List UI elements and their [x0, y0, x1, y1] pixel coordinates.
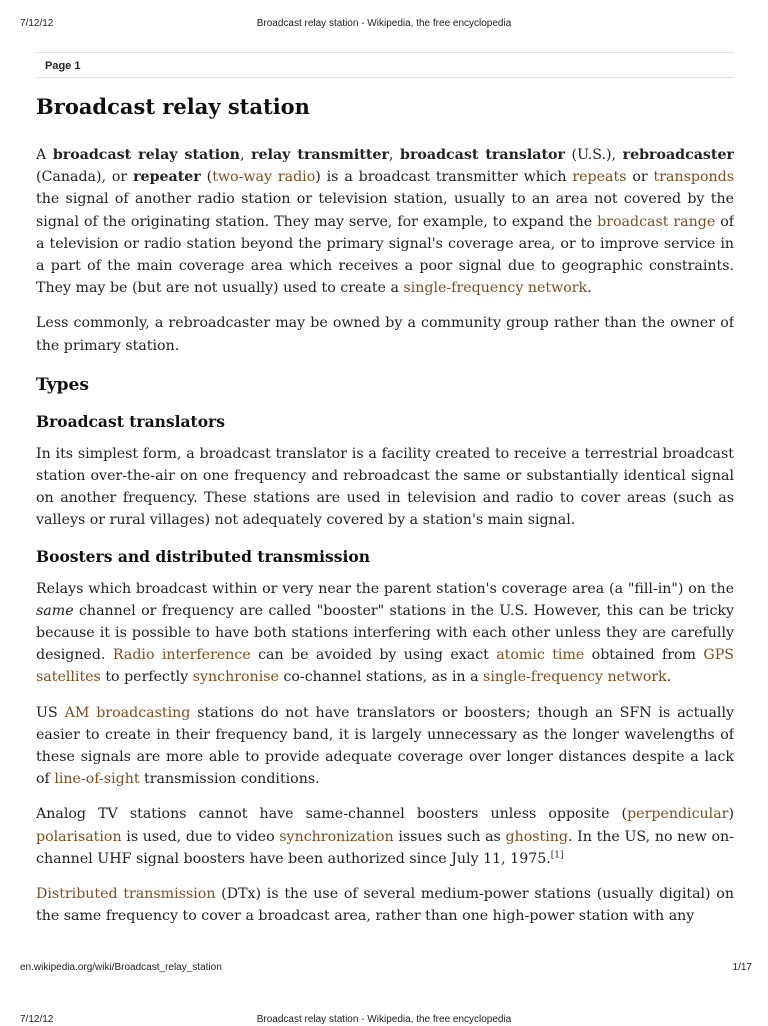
intro-paragraph	[36, 144, 734, 299]
link-ghosting[interactable]: ghosting	[505, 828, 568, 845]
text: or	[626, 169, 654, 186]
section-heading-types: Types	[36, 374, 89, 395]
bold-term: broadcast translator	[400, 147, 565, 163]
bold-term: relay transmitter	[251, 147, 389, 163]
text: ,	[388, 147, 401, 163]
link-polarisation[interactable]: polarisation	[36, 828, 122, 845]
link-distributed-transmission[interactable]: Distributed transmission	[36, 886, 216, 903]
text: )	[728, 806, 734, 823]
text: ) is a broadcast transmitter which	[315, 169, 573, 186]
print-title: Broadcast relay station - Wikipedia, the free encyclopedia	[256, 18, 512, 29]
text: stations do not have translators or boosters; though an SFN is actually easier to create in their frequency band, it is largely unnecessary as the longer wavelengths of these signals are more able to provide adequate coverage over longer distances despite a lack of	[36, 704, 734, 788]
paragraph-analog	[36, 803, 734, 870]
page-count: 1/17	[732, 962, 752, 973]
bold-term: rebroadcaster	[622, 147, 734, 163]
link-atomic-time[interactable]: atomic time	[496, 647, 585, 664]
link-radio-interference[interactable]: Radio interference	[112, 647, 251, 664]
text: A	[36, 147, 53, 163]
link-am-broadcasting[interactable]: AM broadcasting	[64, 704, 191, 721]
link-synchronise[interactable]: synchronise	[192, 669, 279, 686]
reference-1[interactable]: [1]	[550, 850, 564, 861]
text: can be avoided by using exact	[250, 647, 497, 664]
text: (	[200, 169, 213, 186]
text: ,	[239, 147, 252, 163]
paragraph-community: Less commonly, a rebroadcaster may be owned by a community group rather than the owner of the primary station.	[36, 315, 734, 354]
print-header-next	[0, 1014, 768, 1026]
article-title: Broadcast relay station	[36, 94, 310, 119]
text: .	[666, 669, 672, 686]
paragraph-dtx	[36, 883, 734, 927]
text: transmission conditions.	[139, 771, 320, 788]
link-synchronization[interactable]: synchronization	[279, 828, 394, 845]
bold-term: repeater	[133, 169, 201, 186]
print-date: 7/12/12	[20, 1014, 54, 1025]
link-perpendicular[interactable]: perpendicular	[627, 806, 729, 823]
page-label: Page 1	[36, 52, 734, 78]
page-url: en.wikipedia.org/wiki/Broadcast_relay_station	[20, 962, 222, 973]
italic-text: same	[36, 602, 74, 619]
text: Analog TV stations cannot have same-channel boosters unless opposite (	[36, 806, 628, 823]
text: of a television or radio station beyond the primary signal's coverage area, or to improve service in a part of the main coverage area which receives a poor signal due to geographic constraints. They may be (but are not usually) used to create a	[36, 213, 734, 297]
text: obtained from	[584, 647, 704, 664]
text: (U.S.),	[564, 147, 623, 163]
text: the signal of another radio station or television station, usually to an area not covered by the signal of the originating station. They may serve, for example, to expand the	[36, 191, 734, 230]
link-broadcast-range[interactable]: broadcast range	[597, 213, 716, 230]
link-transponds[interactable]: transponds	[653, 169, 734, 186]
text: .	[587, 280, 592, 297]
text: Relays which broadcast within or very near the parent station's coverage area (a "fill-in") on the	[36, 580, 734, 597]
link-repeats[interactable]: repeats	[572, 169, 627, 186]
link-two-way-radio[interactable]: two-way radio	[212, 169, 316, 186]
subsection-heading-translators: Broadcast translators	[36, 411, 225, 431]
text: to perfectly	[100, 669, 193, 686]
paragraph-am	[36, 702, 734, 791]
text: US	[36, 704, 65, 721]
text: (Canada), or	[36, 169, 134, 186]
print-date: 7/12/12	[20, 18, 54, 29]
text: (DTx) is the use of several medium-power stations (usually digital) on the same frequency to cover a broadcast area, rather than one high-power station with any	[36, 886, 734, 925]
link-gps-satellites[interactable]: GPS satellites	[36, 647, 734, 686]
link-single-frequency-network[interactable]: single-frequency network	[403, 280, 588, 297]
print-title: Broadcast relay station - Wikipedia, the free encyclopedia	[256, 1014, 512, 1025]
paragraph-translators: In its simplest form, a broadcast translator is a facility created to receive a terrestrial broadcast station over-the-air on one frequency and rebroadcast the same or substantially identical signal on another frequency. These stations are used in television and radio to cover areas (such as valleys or rural villages) not adequately covered by a station's main signal.	[36, 445, 734, 529]
text: . In the US, no new on-channel UHF signal boosters have been authorized since July 11, 1975.	[36, 828, 734, 867]
print-footer	[0, 962, 768, 976]
link-line-of-sight[interactable]: line-of-sight	[54, 771, 140, 788]
text: co-channel stations, as in a	[278, 669, 484, 686]
article-content	[36, 92, 734, 956]
text: channel or frequency are called "booster" stations in the U.S. However, this can be tricky because it is possible to have both stations interfering with each other unless they are carefully designed.	[36, 602, 734, 664]
paragraph-boosters	[36, 578, 734, 689]
link-single-frequency-network[interactable]: single-frequency network	[483, 669, 667, 686]
subsection-heading-boosters: Boosters and distributed transmission	[36, 546, 370, 566]
print-header	[0, 18, 768, 32]
text: is used, due to video	[121, 828, 280, 845]
bold-term: broadcast relay station	[52, 147, 240, 163]
text: issues such as	[393, 828, 506, 845]
